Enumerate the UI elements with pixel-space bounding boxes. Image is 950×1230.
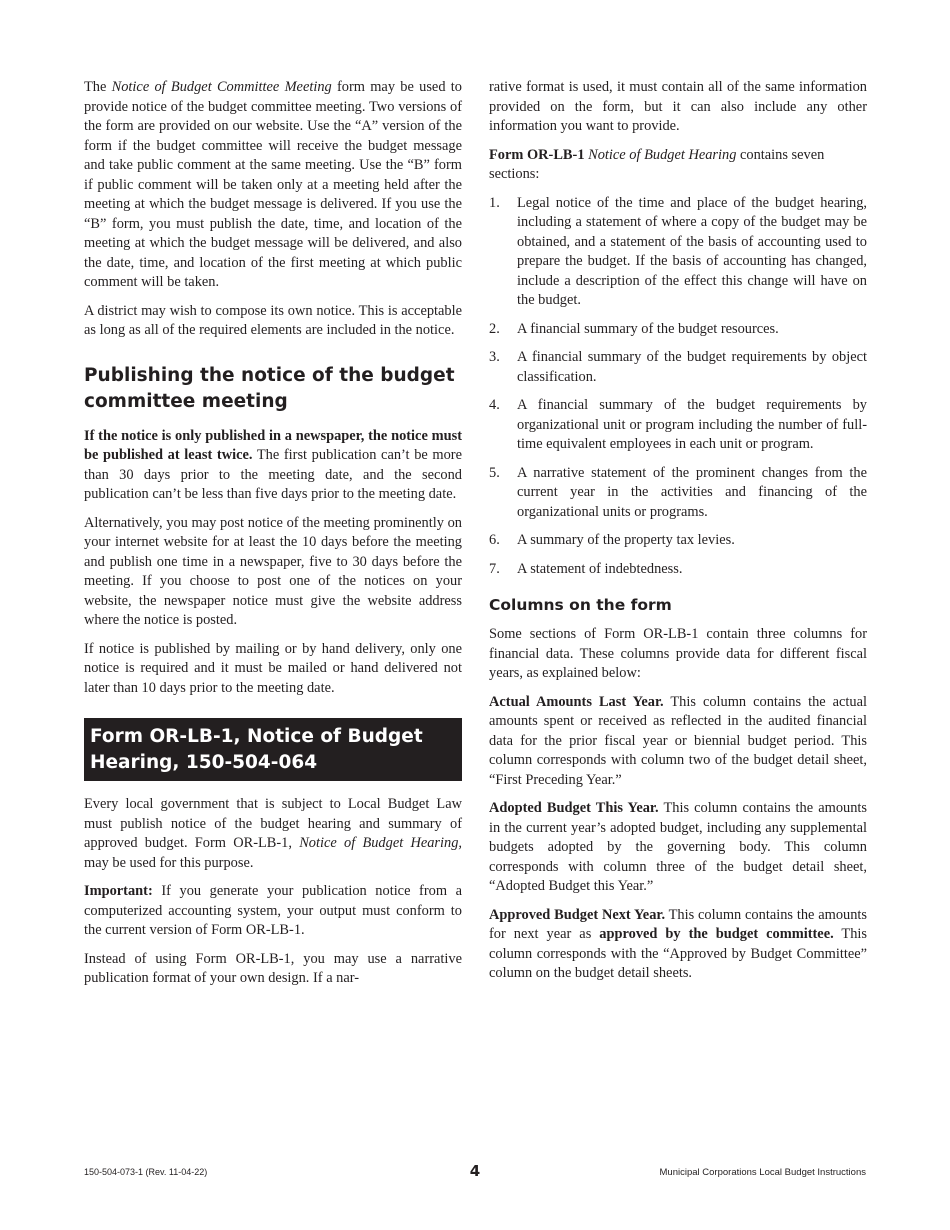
list-number: 5.	[489, 464, 500, 481]
website-paragraph: Alternatively, you may post notice of the meeting prominently on your internet website for at least the 10 days before the meeting and publish one time in a newspaper, five to 30 days before the meeting. If you choose to post one of the notices on your website, the newspaper notice must give the website address where the notice is posted.	[84, 514, 462, 628]
bold-text: Adopted Budget This Year.	[489, 800, 659, 816]
text: This column contains the amounts for next year as	[489, 906, 868, 942]
narrative-paragraph: Instead of using Form OR-LB-1, you may use a narrative publication format of your own design. If a nar-	[84, 950, 462, 986]
approved-budget-paragraph	[489, 906, 867, 984]
text: This column corresponds with the “Approved by Budget Committee” column on the budget detail sheets.	[489, 926, 868, 981]
sections-intro-paragraph	[489, 146, 867, 185]
columns-intro-paragraph: Some sections of Form OR-LB-1 contain three columns for financial data. These columns provide data for different fiscal years, as explained below:	[489, 626, 867, 681]
list-text: A narrative statement of the prominent changes from the current year in the activities and financing of the organizational units or programs.	[517, 464, 867, 520]
list-number: 7.	[489, 560, 500, 577]
list-item	[489, 396, 867, 455]
section-heading-columns: Columns on the form	[489, 596, 672, 614]
bold-text: approved by the budget committee.	[599, 926, 834, 942]
local-government-paragraph	[84, 795, 462, 873]
list-item	[489, 464, 867, 523]
form-section-banner	[84, 718, 462, 781]
list-text: A summary of the property tax levies.	[517, 532, 735, 548]
document-title: Municipal Corporations Local Budget Instructions	[659, 1167, 866, 1178]
custom-notice-paragraph: A district may wish to compose its own notice. This is acceptable as long as all of the required elements are included in the notice.	[84, 302, 462, 338]
bold-text: Important:	[84, 883, 153, 899]
list-number: 3.	[489, 349, 500, 365]
mailing-paragraph: If notice is published by mailing or by hand delivery, only one notice is required and it must be mailed or hand delivered not later than 10 days prior to the meeting date.	[84, 640, 462, 696]
actual-amounts-paragraph	[489, 693, 867, 791]
sections-list	[489, 194, 867, 580]
text: contains seven sections:	[489, 146, 825, 182]
text: Every local government that is subject to Local Budget Law must publish notice of the budget hearing and summary of approved budget. Form OR-LB-1,	[84, 796, 462, 851]
left-column	[84, 78, 462, 998]
text: The	[84, 79, 112, 95]
form-id: 150-504-073-1 (Rev. 11-04-22)	[84, 1167, 208, 1177]
list-text: A financial summary of the budget resources.	[517, 320, 779, 337]
list-number: 2.	[489, 320, 500, 337]
list-number: 4.	[489, 397, 500, 413]
adopted-budget-paragraph	[489, 799, 867, 897]
list-item	[489, 531, 867, 551]
bold-text: Approved Budget Next Year.	[489, 906, 666, 923]
right-column	[489, 78, 867, 993]
list-text: A financial summary of the budget requirements by organizational unit or program including the number of full-time equivalent employees in each unit or program.	[517, 397, 867, 452]
list-item	[489, 320, 867, 340]
list-item	[489, 348, 867, 387]
bold-text: If the notice is only published in a newspaper, the notice must be published at least twice.	[84, 427, 462, 463]
text: This column contains the amounts in the current year’s adopted budget, including any supplemental budgets adopted by the governing body. This column corresponds with column three of the budget detail sheet, “Adopted Budget this Year.”	[489, 800, 868, 894]
banner-line-1: Form OR-LB-1, Notice of Budget	[90, 726, 423, 747]
text: form may be used to provide notice of the budget committee meeting. Two versions of the form are provided on our website. Use the “A” version of the form if the budget committee will receive the budget message and take public comment at the same meeting. Use the “B” form if public comment will be taken only at a meeting held after the meeting at which the budget message is delivered. If you use the “B” form, you must publish the date, time, and location of the meeting at which the budget message will be delivered, and also the date, time, and location of the first meeting at which public comment will be taken.	[84, 79, 462, 290]
list-item	[489, 194, 867, 311]
text: This column contains the actual amounts spent or received as reflected in the audited financial data for the prior fiscal year or biennial budget period. This column corresponds with column two of the budget detail sheet, “First Preceding Year.”	[489, 693, 868, 788]
newspaper-paragraph	[84, 427, 462, 505]
intro-paragraph	[84, 78, 462, 293]
section-heading-publishing: Publishing the notice of the budget committee meeting	[84, 364, 455, 412]
list-number: 1.	[489, 194, 500, 211]
text: may be used for this purpose.	[84, 854, 254, 871]
narrative-continued-paragraph: rative format is used, it must contain all of the same information provided on the form, but it can also include any other information you want to provide.	[489, 79, 867, 134]
list-item	[489, 560, 867, 580]
banner-line-2: Hearing, 150-504-064	[90, 752, 318, 773]
list-text: A financial summary of the budget requirements by object classification.	[517, 349, 867, 385]
list-text: A statement of indebtedness.	[517, 560, 683, 577]
form-name-italic: Notice of Budget Committee Meeting	[111, 79, 332, 95]
list-number: 6.	[489, 532, 500, 548]
important-paragraph	[84, 882, 462, 941]
bold-text: Actual Amounts Last Year.	[489, 693, 664, 710]
form-name-italic: Notice of Budget Hearing,	[299, 835, 462, 851]
page-footer	[84, 1164, 866, 1184]
list-text: Legal notice of the time and place of the budget hearing, including a statement of where a copy of the budget may be obtained, and a statement of the basis of accounting used to prepare the budget. If the basis of accounting has changed, include a description of the effect this change will have on the budget.	[517, 194, 867, 308]
text: The first publication can’t be more than 30 days prior to the meeting date, and the second publication can’t be less than five days prior to the meeting date.	[84, 447, 462, 502]
page-number: 4	[469, 1162, 481, 1180]
bold-text: Form OR-LB-1	[489, 146, 585, 163]
text: If you generate your publication notice from a computerized accounting system, your output must conform to the current version of Form OR-LB-1.	[84, 883, 462, 938]
form-name-italic: Notice of Budget Hearing	[584, 146, 737, 163]
